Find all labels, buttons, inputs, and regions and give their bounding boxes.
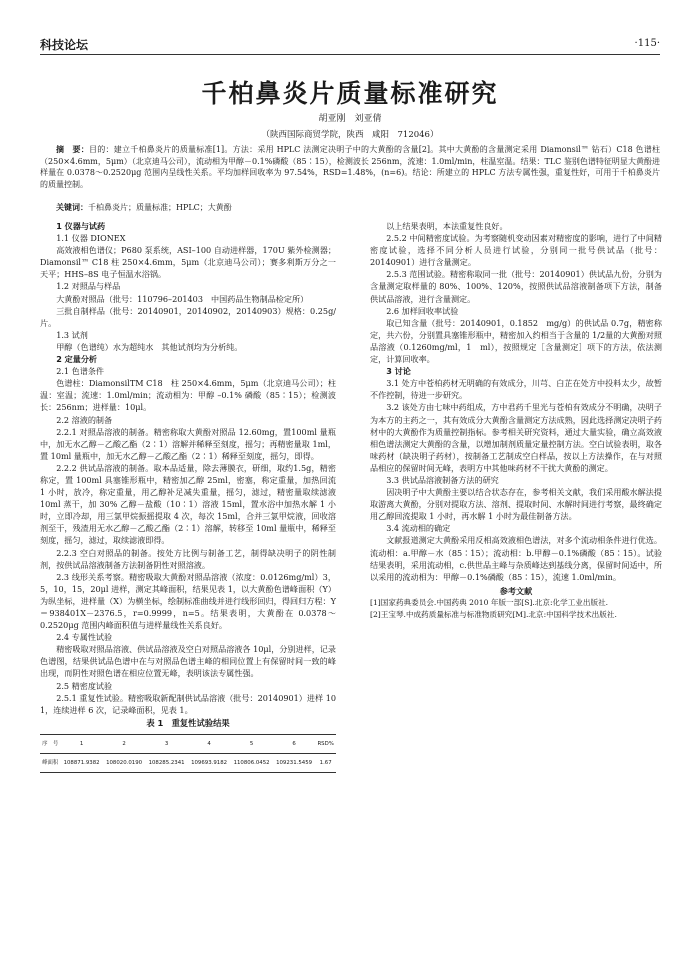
table-cell: 109693.9182 (191, 760, 228, 767)
paragraph: 取已知含量（批号：20140901，0.1852 mg/g）的供试品 0.7g，精密称定，共六份，分别置具塞锥形瓶中，精密加入约相当于含量的 1/2量的大黄酚对照品溶液（0.1260mg/ml，1 ml），按照规定［含量测定］项下的方法，依法测定，计算回收率。 (370, 317, 662, 365)
paragraph: 2.2.2 供试品溶液的制备。取本品适量，除去薄膜衣，研细，取约1.5g，精密称定，置 100ml 具塞锥形瓶中，精密加乙醇 25ml，密塞，称定重量，加热回流 1 小时，放冷，称定重量，用乙醇补足减失重量，摇匀，滤过，精密量取续滤液 10ml 蒸干，加 30% 乙醇－盐酸（10∶1）溶液 15ml，置水浴中加热水解 1 小时，立即冷却，用三氯甲烷振摇提取 4 次，每次 15ml，合并三氯甲烷液，回收溶剂至干，残渣用无水乙醇－乙酸乙酯（2∶1）溶解，转移至 10ml 量瓶中，稀释至刻度，摇匀，滤过，取续滤液即得。 (40, 462, 336, 546)
subsection-heading: 3.4 流动相的确定 (386, 523, 451, 534)
references-heading: 参考文献 (499, 585, 533, 596)
paragraph: 因决明子中大黄酚主要以结合状态存在，参考相关文献，我们采用酸水解法提取游离大黄酚，分别对提取方法、溶剂、提取时间、水解时间进行考察，最终确定用乙醇回流提取 1 小时，再水解 1 小时为最佳制备方法。 (370, 487, 662, 522)
paragraph: 色谱柱：DiamonsilTM C18 柱 250×4.6mm，5μm（北京迪马公司）；柱温：室温；流速：1.0ml/min；流动相为：甲醇 –0.1% 磷酸（85∶15）；检测波长：256nm；进样量：10μl。 (40, 378, 336, 413)
abstract-label: 摘 要： (56, 145, 89, 154)
abstract-text: 目的：建立千柏鼻炎片的质量标准[1]。方法：采用 HPLC 法测定决明子中的大黄酚的含量[2]。其中大黄酚的含量测定采用 Diamonsil™ 钻石）C18 色谱柱（250×4.6mm，5μm）（北京迪马公司），流动相为甲醇－0.1%磷酸（85∶15），检测波长 256nm，流速：1.0ml/min，柱温室温。结果：TLC 鉴别色谱特征明显大黄酚进样量在 0.0378～0.2520μg 范围内呈线性关系。平均加样回收率为 97.54%，RSD=1.48%，(n=6)。结论：所建立的 HPLC 方法专属性强，重复性好，可用于千柏鼻炎片的质量控制。 (40, 145, 660, 189)
paragraph: 高效液相色谱仪；P680 泵系统，ASI–100 自动进样器，170U 紫外检测器；Diamonsil™ C18 柱 250×4.6mm，5μm（北京迪马公司）；赛多利斯万分之一天平；HHS–8S 电子恒温水浴锅。 (40, 245, 336, 280)
table-cell: 110806.0452 (233, 760, 270, 767)
table-header-row (40, 734, 336, 753)
table-header-cell: 5 (249, 740, 254, 747)
repeatability-table (40, 734, 336, 773)
reference-item: [1]国家药典委员会.中国药典 2010 年版一部[S].北京:化学工业出版社. (370, 597, 609, 607)
paragraph: 甲醇（色谱纯）水为超纯水 其他试剂均为分析纯。 (56, 341, 243, 352)
paper-title: 千柏鼻炎片质量标准研究 (201, 79, 499, 108)
paragraph: 2.2.1 对照品溶液的制备。精密称取大黄酚对照品 12.60mg，置100ml 量瓶中，加无水乙醇－乙酸乙酯（2∶1）溶解并稀释至刻度，摇匀；再精密量取 1ml，置 10ml 量瓶中，加无水乙醇－乙酸乙酯（2∶1）稀释至刻度，摇匀，即得。 (40, 426, 336, 461)
paragraph: 2.5.2 中间精密度试验。为考察随机变动因素对精密度的影响，进行了中间精密度试验，选择不同分析人员进行试验，分别同一批号供试品（批号：20140901）进行含量测定。 (370, 233, 662, 268)
table-header-cell: 序 号 (42, 740, 59, 747)
subsection-heading: 2.6 加样回收率试验 (386, 305, 459, 316)
affiliation: （陕西国际商贸学院，陕西 咸阳 712046） (261, 130, 439, 140)
section-heading: 1 仪器与试药 (56, 221, 106, 231)
table-header-cell: 6 (292, 740, 296, 747)
table-cell: 108871.9382 (63, 760, 100, 767)
subsection-heading: 2.5 精密度试验 (56, 680, 113, 691)
table-header-cell: RSD% (317, 740, 334, 747)
journal-name: 科技论坛 (40, 38, 89, 52)
paragraph: 大黄酚对照品（批号：110796–201403 中国药品生物制品检定所） (56, 293, 309, 304)
subsection-heading: 1.1 仪器 DIONEX (56, 233, 126, 244)
keywords-label: 关键词： (56, 203, 88, 212)
abstract (40, 144, 660, 190)
left-column (40, 220, 336, 773)
table-header-cell: 3 (164, 740, 169, 747)
paragraph: 2.3 线形关系考察。精密吸取大黄酚对照品溶液（浓度：0.0126mg/ml）3，5，10，15，20μl 进样，测定其峰面积，结果见表 1，以大黄酚色谱峰面积（Y）为纵坐标，进样量（X）为横坐标，绘制标准曲线并进行线形回归，得回归方程：Y＝938401X－2376.5，r=0.9999，n=5。结果表明，大黄酚在 0.0378～0.2520μg 范围内峰面积值与进样量线性关系良好。 (40, 571, 336, 631)
table-cell: 108285.2341 (148, 760, 185, 767)
table-row (40, 754, 336, 773)
section-heading: 2 定量分析 (56, 354, 98, 365)
table-cell: 1.67 (319, 760, 332, 767)
paragraph: 2.5.1 重复性试验。精密吸取新配制供试品溶液（批号：20140901）进样 10 1，连续进样 6 次，记录峰面积，见表 1。 (40, 692, 336, 715)
paragraph: 2.5.3 范围试验。精密称取同一批（批号：20140901）供试品九份，分别为含量测定取样量的 80%、100%、120%，按照供试品溶液制备项下方法，制备供试品溶液，进行含量测定。 (370, 269, 662, 304)
table-header-cell: 2 (122, 740, 126, 747)
subsection-heading: 3.3 供试品溶液制备方法的研究 (386, 474, 499, 485)
table-caption: 表 1 重复性试验结果 (146, 717, 230, 728)
subsection-heading: 1.3 试剂 (56, 329, 88, 340)
running-header (40, 36, 660, 55)
table-header-cell: 4 (207, 740, 211, 747)
paragraph: 三批自制样品（批号：20140901，20140902，20140903）规格：0.25g/ 片。 (40, 305, 336, 328)
subsection-heading: 2.1 色谱条件 (56, 366, 105, 377)
section-heading: 3 讨论 (386, 366, 411, 377)
paragraph: 文献报道测定大黄酚采用反相高效液相色谱法，对多个流动相条件进行优选。流动相：a.甲醇－水（85∶15）；流动相：b.甲醇－0.1%磷酸（85∶15）。试验结果表明，采用流动相，c.供世品主峰与杂质峰达到基线分离，保留时间适中，所以采用的流动相为：甲醇－0.1%磷酸（85∶15），流速 1.0ml/min。 (370, 535, 662, 582)
right-column (370, 220, 662, 621)
page-number: ·115· (634, 38, 660, 49)
keywords (40, 202, 660, 213)
table-cell: 108020.0190 (106, 760, 143, 767)
reference-item: [2]王宝琴.中成药质量标准与标准物质研究[M].北京:中国科学技术出版社. (370, 610, 617, 619)
paragraph: 3.1 处方中苍柏药材无明确的有效成分，川芎、白芷在处方中投料太少，故暂不作控制，待进一步研究。 (370, 378, 662, 401)
table-cell: 峰面积 (42, 760, 59, 767)
authors: 胡亚刚 刘亚倩 (318, 114, 382, 124)
subsection-heading: 2.4 专属性试验 (56, 632, 113, 643)
paragraph: 精密吸取对照品溶液、供试品溶液及空白对照品溶液各 10μl，分别进样，记录色谱图，结果供试品色谱中在与对照品色谱主峰的相同位置上有保留时间一致的峰出现，而阴性对照色谱在相应位置无峰，表明该法专属性强。 (40, 644, 336, 679)
paragraph: 3.2 该处方由七味中药组成，方中君药千里光与苍柏有效成分不明确，决明子为本方的主药之一，其有效成分大黄酚含量测定方法成熟，因此选择测定决明子药材中的大黄酚作为质量控制指标。参考相关研究资料，通过大量实验，确立高效液相色谱法测定大黄酚的含量，以增加制剂质量定量控制方法。空白试验表明，取各味药材（缺决明子药材），按制备工艺制成空白样品，按以上方法操作，在与对照品相应的保留时间无峰，表明方中其他味药材不干扰大黄酚的测定。 (370, 402, 662, 473)
subsection-heading: 2.2 溶液的制备 (56, 414, 113, 425)
paragraph: 2.2.3 空白对照品的制备。按处方比例与制备工艺，制得缺决明子的阴性制剂，按供试品溶液制备方法制备阴性对照溶液。 (40, 547, 336, 570)
table-header-cell: 1 (79, 740, 84, 747)
keywords-text: 千柏鼻炎片；质量标准；HPLC；大黄酚 (88, 203, 232, 212)
subsection-heading: 1.2 对照品与样品 (56, 281, 121, 292)
table-cell: 109231.5459 (276, 760, 313, 767)
paragraph: 以上结果表明，本法重复性良好。 (386, 221, 508, 231)
